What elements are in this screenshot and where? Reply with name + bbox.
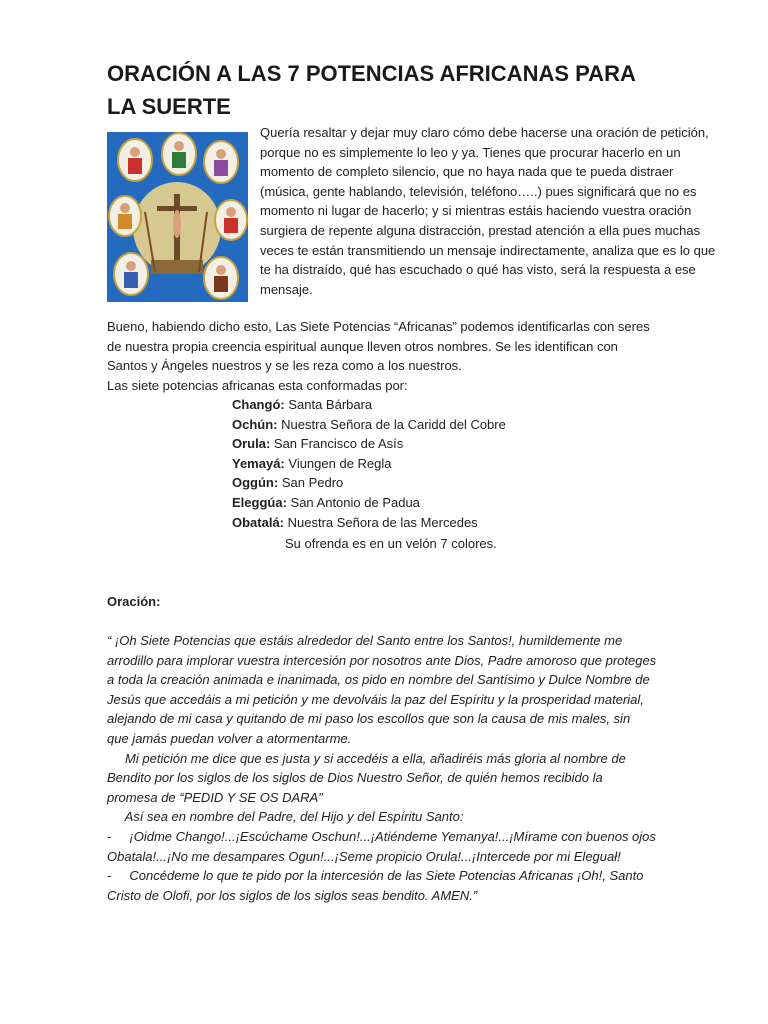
potencia-saint: San Antonio de Padua (286, 494, 420, 510)
medallion-bottom-right (204, 257, 238, 299)
potencia-saint: Nuestra Señora de las Mercedes (284, 514, 478, 530)
potencia-name: Ochún: (232, 416, 278, 432)
page-title (107, 57, 687, 123)
potencia-saint: San Pedro (278, 475, 344, 491)
list-item (232, 473, 652, 493)
prayer-line: que jamás puedan volver a atormentarme. (107, 730, 352, 746)
list-item (232, 415, 652, 435)
paragraph-line: Las siete potencias africanas esta conformadas por: (107, 377, 408, 393)
potencia-saint: Viungen de Regla (284, 455, 392, 471)
potencia-name: Oggún: (232, 475, 279, 491)
list-item (232, 493, 652, 513)
seven-powers-image (107, 132, 248, 302)
potencia-saint: Santa Bárbara (284, 397, 373, 412)
potencia-name: Orula: (232, 436, 271, 452)
potencia-saint: Nuestra Señora de la Caridd del Cobre (277, 416, 506, 432)
prayer-line: - Concédeme lo que te pido por la intercesión de las Siete Potencias Africanas ¡Oh!, Santo (107, 868, 644, 884)
prayer-line: promesa de “PEDID Y SE OS DARA” (107, 789, 323, 805)
prayer-heading: Oración: (107, 594, 161, 609)
title-line-2: LA SUERTE (107, 94, 231, 119)
medallion-top-left (118, 139, 152, 181)
prayer-line: alejando de mi casa y quitando de mi paso los escollos que son la causa de mis males, sin (107, 711, 631, 727)
paragraph-line: de nuestra propia creencia espiritual aunque lleven otros nombres. Se les identifican con (107, 338, 618, 354)
list-item (232, 395, 652, 415)
title-line-1: ORACIÓN A LAS 7 POTENCIAS AFRICANAS PARA (107, 61, 636, 86)
paragraph-line: Santos y Ángeles nuestros y se les reza como a los nuestros. (107, 358, 462, 374)
medallion-bottom-left (114, 253, 148, 295)
prayer-text (107, 631, 687, 905)
medallion-left (109, 196, 141, 236)
prayer-line: arrodillo para implorar vuestra intercesión por nosotros ante Dios, Padre amoroso que proteges (107, 652, 657, 668)
potencia-name: Eleggúa: (232, 494, 287, 510)
medallion-top (162, 133, 196, 175)
seven-powers-illustration (107, 132, 248, 302)
prayer-line: Mi petición me dice que es justa y si accedéis a ella, añadiréis más gloria al nombre de (107, 750, 626, 766)
potencia-saint: San Francisco de Asís (270, 436, 404, 452)
intro-paragraph: Quería resaltar y dejar muy claro cómo debe hacerse una oración de petición, porque no es simplemente lo leo y ya. Tienes que procurar hacerlo en un momento de completo silencio, que no haya nada que te pueda distraer (música, gente hablando, televisión, teléfono…..) pues significará que no es momento ni lugar de hacerlo; y si mientras estáis haciendo vuestra oración surgiera de repente alguna distracción, prestad atención a ella pues muchas veces te están transmitiendo un mensaje indirectamente, analiza que es lo que te ha distraído, qué has escuchado o qué has visto, será la respuesta a ese mensaje. (260, 125, 716, 297)
potencia-name: Obatalá: (232, 514, 285, 530)
offering-note: Su ofrenda es en un velón 7 colores. (285, 536, 497, 551)
prayer-line: - ¡Oidme Chango!...¡Escúchame Oschun!...¡Atiéndeme Yemanya!...¡Mírame con buenos ojos (107, 828, 656, 844)
prayer-line: a toda la creación animada e inanimada, os pido en nombre del Santísimo y Dulce Nombre de (107, 672, 650, 688)
list-item (232, 454, 652, 474)
potencia-name: Yemayá: (232, 455, 285, 471)
list-item (232, 513, 652, 533)
prayer-line: Cristo de Olofi, por los siglos de los siglos seas bendito. AMEN.” (107, 887, 478, 903)
prayer-line: Bendito por los siglos de los siglos de Dios Nuestro Señor, de quién hemos recibido la (107, 770, 603, 786)
list-item (232, 434, 652, 454)
medallion-right (215, 200, 247, 240)
prayer-line: Obatala!...¡No me desampares Ogun!...¡Seme propicio Orula!...¡Intercede por mi Eleguał! (107, 848, 621, 864)
prayer-line: Jesús que accedáis a mi petición y me devolváis la paz del Espíritu y la prosperidad material, (107, 691, 644, 707)
medallion-top-right (204, 141, 238, 183)
paragraph-line: Bueno, habiendo dicho esto, Las Siete Potencias “Africanas” podemos identificarlas con seres (107, 319, 650, 334)
prayer-line: “ ¡Oh Siete Potencias que estáis alrededor del Santo entre los Santos!, humildemente me (107, 633, 623, 648)
potencia-name: Changó: (232, 397, 285, 412)
identification-paragraph (107, 317, 687, 395)
potencias-list (232, 395, 652, 532)
prayer-line: Así sea en nombre del Padre, del Hijo y del Espíritu Santo: (107, 809, 464, 825)
